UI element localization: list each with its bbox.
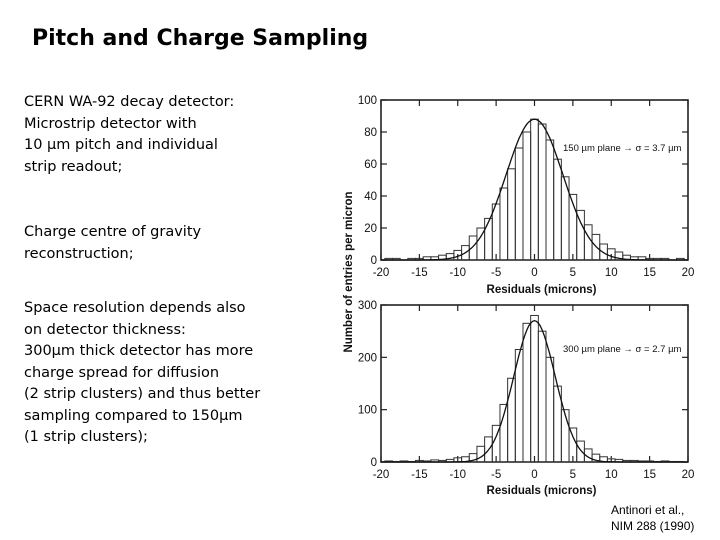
page-title: Pitch and Charge Sampling — [32, 26, 369, 51]
text-line: on detector thickness: — [24, 321, 186, 338]
text-line: 300µm thick detector has more — [24, 343, 254, 359]
y-tick-label: 100 — [357, 95, 377, 107]
x-axis-label: Residuals (microns) — [486, 284, 597, 296]
y-tick-label: 80 — [364, 127, 377, 139]
citation — [611, 502, 694, 534]
y-tick-label: 20 — [364, 223, 377, 235]
x-tick-label: -20 — [372, 267, 390, 279]
x-tick-label: -15 — [411, 469, 428, 481]
histogram-panel-1 — [358, 95, 695, 296]
x-tick-label: 10 — [604, 267, 618, 279]
plot-frame — [381, 305, 688, 462]
text-line: CERN WA-92 decay detector: — [24, 94, 235, 110]
fit-annotation: 150 µm plane → σ = 3.7 µm — [563, 143, 682, 154]
histogram-bar — [546, 140, 554, 260]
histogram-bar — [531, 119, 539, 260]
text-line: charge spread for diffusion — [24, 364, 220, 381]
histogram-bar — [584, 225, 592, 260]
text-line: strip readout; — [24, 158, 123, 175]
histogram-bar — [554, 159, 562, 260]
x-tick-label: 15 — [643, 469, 657, 481]
x-tick-label: -10 — [449, 469, 467, 481]
y-tick-label: 100 — [357, 404, 377, 417]
x-tick-label: 20 — [681, 469, 695, 481]
x-tick-label: 0 — [531, 469, 538, 481]
x-tick-label: 15 — [643, 267, 657, 279]
text-line: (1 strip clusters); — [24, 429, 148, 445]
histogram-bar — [561, 410, 569, 462]
histogram-bar — [531, 315, 539, 462]
gaussian-fit-curve — [381, 321, 688, 462]
histogram-bar — [492, 204, 500, 260]
x-tick-label: -20 — [372, 469, 390, 481]
histogram-bar — [469, 236, 477, 260]
citation-line: Antinori et al., — [611, 503, 685, 517]
text-line: Microstrip detector with — [24, 115, 197, 132]
x-tick-label: -10 — [449, 267, 467, 279]
histogram-bar — [577, 210, 585, 260]
text-line: Space resolution depends also — [24, 300, 246, 316]
histogram-bar — [477, 446, 485, 462]
histogram-bar — [538, 331, 546, 462]
x-tick-label: 10 — [604, 469, 618, 481]
x-tick-label: -5 — [491, 469, 502, 481]
histogram-bar — [538, 124, 546, 260]
y-tick-label: 60 — [364, 159, 377, 171]
histogram-bar — [508, 378, 516, 462]
text-line: (2 strip clusters) and thus better — [24, 386, 261, 402]
y-tick-label: 0 — [370, 255, 377, 267]
text-line: Charge centre of gravity — [24, 224, 202, 240]
y-tick-label: 300 — [357, 300, 377, 312]
x-axis-label: Residuals (microns) — [486, 485, 597, 497]
y-tick-label: 200 — [357, 352, 377, 365]
fit-annotation: 300 µm plane → σ = 2.7 µm — [563, 344, 682, 355]
text-line: 10 µm pitch and individual — [24, 137, 218, 153]
y-tick-label: 40 — [364, 191, 377, 203]
histogram-bar — [515, 148, 523, 260]
y-tick-label: 0 — [370, 457, 377, 469]
x-tick-label: 20 — [681, 267, 695, 279]
text-line: sampling compared to 150µm — [24, 407, 243, 424]
gaussian-fit-curve — [381, 119, 688, 260]
text-line: reconstruction; — [24, 245, 134, 262]
histogram-bar — [523, 132, 531, 260]
histogram-bar — [523, 323, 531, 462]
histogram-panel-2 — [358, 300, 695, 497]
x-tick-label: -15 — [411, 267, 428, 279]
histogram-bar — [485, 218, 493, 260]
citation-line: NIM 288 (1990) — [611, 519, 695, 533]
histogram-bar — [577, 441, 585, 462]
plot-frame — [381, 100, 688, 260]
y-axis-label: Number of entries per micron — [343, 191, 355, 353]
histogram-bar — [500, 188, 508, 260]
x-tick-label: -5 — [491, 267, 502, 279]
histogram-bar — [546, 357, 554, 462]
x-tick-label: 0 — [531, 267, 538, 279]
x-tick-label: 5 — [569, 267, 577, 279]
x-tick-label: 5 — [569, 469, 577, 481]
histogram-bar — [508, 169, 516, 260]
